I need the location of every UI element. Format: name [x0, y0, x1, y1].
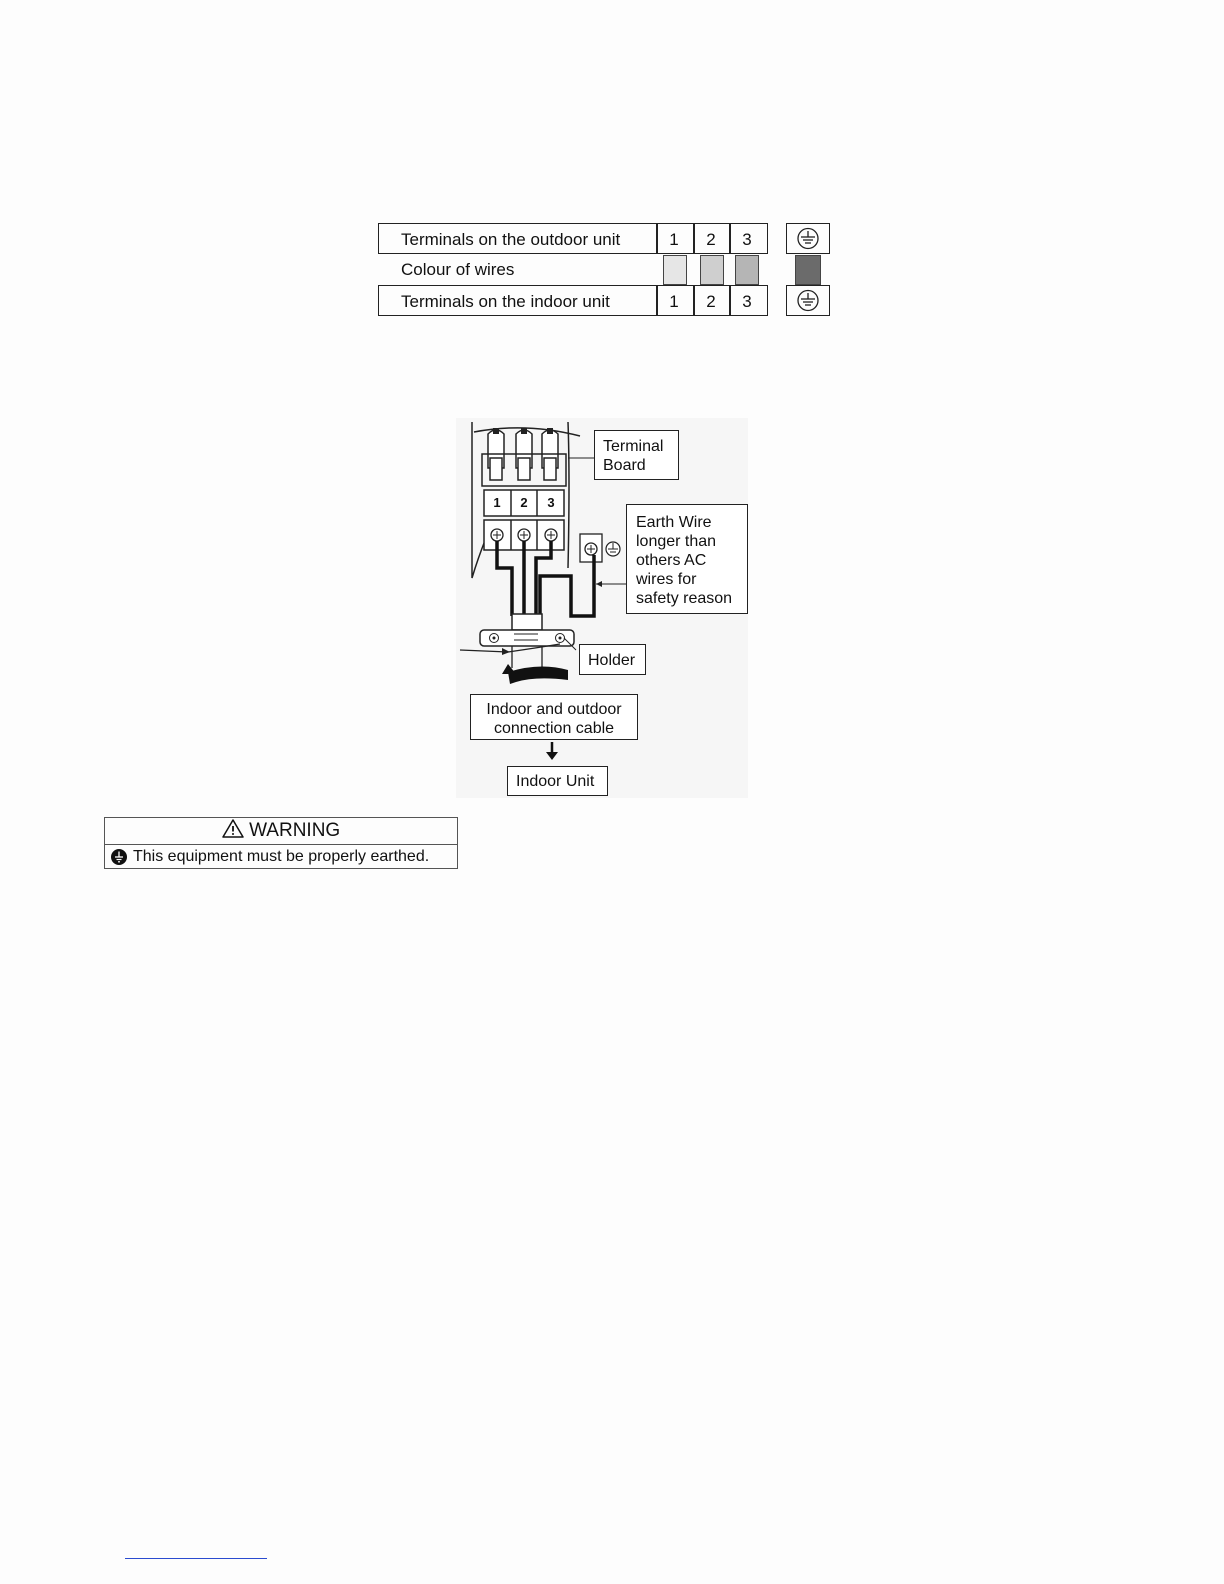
wire-colour-label: Colour of wires	[401, 260, 515, 279]
outdoor-terminal-3: 3	[742, 230, 752, 249]
wire-colour-swatch-2	[700, 255, 724, 285]
earth-symbol-icon	[786, 285, 830, 316]
warning-title: WARNING	[249, 820, 341, 841]
warning-box	[104, 817, 458, 869]
earth-wire-colour-swatch	[795, 255, 821, 285]
indoor-terminals-label: Terminals on the indoor unit	[401, 292, 610, 311]
warning-text: This equipment must be properly earthed.	[133, 848, 430, 865]
indoor-terminal-2: 2	[706, 292, 716, 311]
connection-cable-callout: Indoor and outdoor connection cable	[470, 694, 638, 740]
warning-header	[105, 818, 457, 845]
footer-link-underline	[125, 1558, 267, 1559]
indoor-earth-cell	[786, 285, 830, 316]
wire-colour-swatch-1	[663, 255, 687, 285]
wire-colour-swatch-3	[735, 255, 759, 285]
wiring-diagram	[456, 418, 756, 802]
earth-symbol-icon	[786, 223, 830, 254]
board-terminal-3: 3	[547, 495, 555, 510]
terminal-wiring-table	[378, 223, 830, 317]
outdoor-terminals-label: Terminals on the outdoor unit	[401, 230, 621, 249]
indoor-terminal-1: 1	[669, 292, 679, 311]
outdoor-earth-cell	[786, 223, 830, 254]
warning-body	[105, 845, 457, 869]
warning-triangle-icon	[222, 819, 244, 838]
outdoor-terminal-2: 2	[706, 230, 716, 249]
board-terminal-2: 2	[520, 495, 528, 510]
indoor-terminal-3: 3	[742, 292, 752, 311]
earth-wire-callout: Earth Wire longer than others AC wires for safety reason	[626, 504, 748, 614]
earth-icon	[111, 849, 127, 865]
board-terminal-1: 1	[493, 495, 501, 510]
terminal-board-callout: Terminal Board	[594, 430, 679, 480]
outdoor-terminal-1: 1	[669, 230, 679, 249]
indoor-unit-callout: Indoor Unit	[507, 766, 608, 796]
holder-callout: Holder	[579, 644, 646, 675]
